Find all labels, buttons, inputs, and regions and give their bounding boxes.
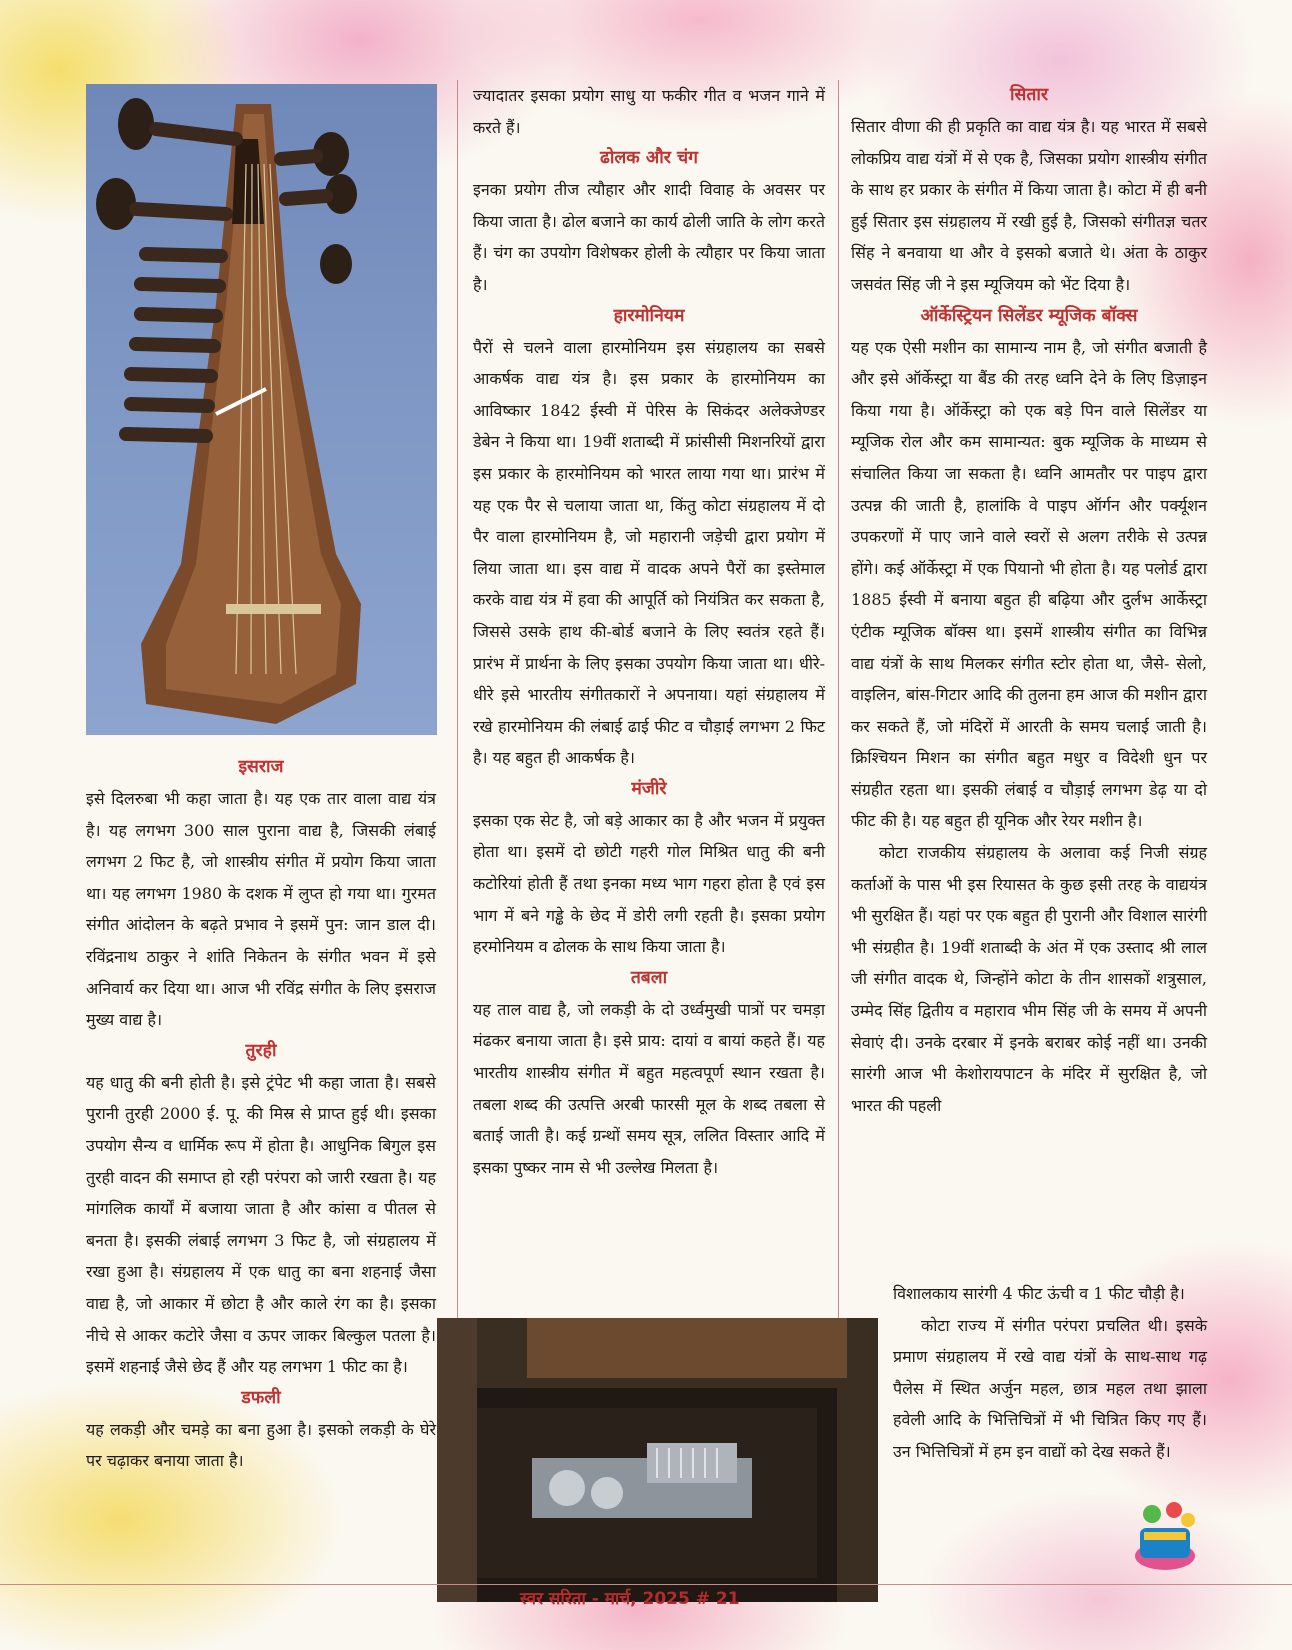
dafli-paragraph: यह लकड़ी और चमड़े का बना हुआ है। इसको लकड़ी के घेरे पर चढ़ाकर बनाया जाता है। (86, 1419, 436, 1471)
orchestrion-paragraph: यह एक ऐसी मशीन का सामान्य नाम है, जो संगीत बजाती है और इसे ऑर्केस्ट्रा या बैंड की तरह ध्वनि देने के लिए डिज़ाइन किया गया है। ऑर्केस्ट्रा को एक बड़े पिन वाले सिलेंडर या म्यूजिक रोल और कम सामान्यत: बुक म्यूजिक के माध्यम से संचालित किया जा सकता है। ध्वनि आमतौर पर पाइप द्वारा उत्पन्न की जाती है, हालांकि वे पाइप ऑर्गन और पर्क्यूशन उपकरणों में पाए जाने वाले स्वरों से अलग तरीके से उत्पन्न होंगे। कई ऑर्केस्ट्रा में एक पियानो भी होता है। यह पलोर्ड द्वारा 1885 ईस्वी में बनाया बहुत ही बढ़िया और दुर्लभ आर्केस्ट्रा एंटीक म्यूजिक बॉक्स था। इसमें शास्त्रीय संगीत का विभिन्न वाद्य यंत्रों के साथ मिलकर संगीत स्टोर होता था, जैसे- सेलो, वाइलिन, बांस-गिटार आदि की तुलना हम आज की मशीन द्वारा कर सकते हैं, जो मंदिरों में आरती के समय चलाई जाती है। क्रिश्चियन मिशन का संगीत बहुत मधुर व विदेशी धुन पर संग्रहीत रहता था। इसकी लंबाई व चौड़ाई लगभग डेढ़ या दो फीट की है। यह बहुत ही यूनिक और रेयर मशीन है। (851, 337, 1207, 831)
column-middle (473, 80, 825, 1183)
holi-colors-icon (1130, 1498, 1200, 1574)
column-right (851, 80, 1207, 1121)
manjire-paragraph: इसका एक सेट है, जो बड़े आकार का है और भजन में प्रयुक्त होता था। इसमें दो छोटी गहरी गोल मिश्रित धातु की बनी कटोरियां होती हैं तथा इनका मध्य भाग गहरा होता है एवं इस भाग में बने गड्ढे के छेद में डोरी लगी रहती है। इसका प्रयोग हरमोनियम व ढोलक के साथ किया जाता है। (473, 810, 825, 957)
kota-paragraph: कोटा राजकीय संग्रहालय के अलावा कई निजी संग्रह कर्ताओं के पास भी इस रियासत के कुछ इसी तरह के वाद्ययंत्र भी सुरक्षित हैं। यहां पर एक बहुत ही पुरानी और विशाल सारंगी भी संग्रहीत है। 19वीं शताब्दी के अंत में एक उस्ताद श्री लाल जी संगीत वादक थे, जिन्होंने कोटा के तीन शासकों शत्रुसाल, उम्मेद सिंह द्वितीय व महाराव भीम सिंह जी के समय में अपनी सेवाएं दी। उनके दरबार में इनके बराबर कोई नहीं था। उनकी सारंगी आज भी केशोरायपाटन के मंदिर में सुरक्षित है, जो भारत की पहली (851, 843, 1207, 1115)
column-divider (838, 80, 839, 1318)
dholak-paragraph: इनका प्रयोग तीज त्यौहार और शादी विवाह के अवसर पर किया जाता है। ढोल बजाने का कार्य ढोली जाति के लोग करते हैं। चंग का उपयोग विशेषकर होली के त्यौहार पर किया जाता है। (473, 180, 825, 294)
turhi-paragraph: यह धातु की बनी होती है। इसे ट्रंपेट भी कहा जाता है। सबसे पुरानी तुरही 2000 ई. पू. की मिस्र से प्राप्त हुई थी। इसका उपयोग सैन्य व धार्मिक रूप में होता है। आधुनिक बिगुल इस तुरही वादन की समाप्त हो रही परंपरा को जारी रखता है। यह मांगलिक कार्यों में बजाया जाता है और कांसा व पीतल से बनता है। इसकी लंबाई लगभग 3 फिट है, जो संग्रहालय में रखा हुआ है। संग्रहालय में एक धातु का बना शहनाई जैसा वाद्य है, जो आकार में छोटा है और काले रंग का है। इसका नीचे से आकर कटोरे जैसा व ऊपर जाकर बिल्कुल पतला है। इसमें शहनाई जैसे छेद हैं और यह लगभग 1 फीट का है। (86, 1072, 436, 1377)
kota-paragraph-continued: विशालकाय सारंगी 4 फीट ऊंची व 1 फीट चौड़ी है। (893, 1284, 1185, 1303)
heading-israj: इसराज (238, 757, 284, 777)
footer-rule (0, 1584, 1292, 1585)
sitar-paragraph: सितार वीणा की ही प्रकृति का वाद्य यंत्र है। यह भारत में सबसे लोकप्रिय वाद्य यंत्रों में से एक है, जिसका प्रयोग शास्त्रीय संगीत के साथ हर प्रकार के संगीत में किया जाता है। कोटा में ही बनी हुई सितार इस संग्रहालय में रखी हुई है, जिसको संगीतज्ञ चतर सिंह ने बनवाया था और वे इसको बजाते थे। अंता के ठाकुर जसवंत सिंह जी ने इस म्यूजियम को भेंट दिया है। (851, 117, 1207, 294)
israj-illustration (86, 84, 437, 735)
intro-paragraph: ज्यादातर इसका प्रयोग साधु या फकीर गीत व भजन गाने में करते हैं। (473, 86, 825, 137)
heading-tabla: तबला (630, 967, 668, 988)
israj-photo (86, 84, 437, 735)
column-left (86, 752, 436, 1477)
heading-orchestrion: ऑर्केस्ट्रियन सिलेंडर म्यूजिक बॉक्स (920, 305, 1138, 326)
heading-dafli: डफली (241, 1387, 281, 1408)
column-right-continued (893, 1278, 1207, 1468)
page-footer (520, 1586, 740, 1609)
heading-dholak: ढोलक और चंग (600, 148, 698, 169)
heading-manjire: मंजीरे (631, 778, 667, 799)
column-divider (457, 80, 458, 1318)
heading-harmonium: हारमोनियम (613, 305, 685, 326)
israj-paragraph: इसे दिलरुबा भी कहा जाता है। यह एक तार वाला वाद्य यंत्र है। यह लगभग 300 साल पुराना वाद्य है, जिसकी लंबाई लगभग 2 फिट है, जो शास्त्रीय संगीत में प्रयोग किया जाता था। यह लगभग 1980 के दशक में लुप्त हो गया था। गुरमत संगीत आंदोलन के बढ़ते प्रभाव ने इसमें पुन: जान डाल दी। रविंद्रनाथ ठाकुर ने शांति निकेतन के संगीत भवन में इसे अनिवार्य कर दिया था। आज भी रविंद्र संगीत के लिए इसराज मुख्य वाद्य है। (86, 789, 436, 1030)
harmonium-paragraph: पैरों से चलने वाला हारमोनियम इस संग्रहालय का सबसे आकर्षक वाद्य यंत्र है। इस प्रकार के हारमोनियम का आविष्कार 1842 ईस्वी में पेरिस के सिकंदर अलेक्जेण्डर डेबेन ने किया था। 19वीं शताब्दी में फ्रांसीसी मिशनरियों द्वारा इस प्रकार के हारमोनियम को भारत लाया गया था। प्रारंभ में यह एक पैर से चलाया जाता था, किंतु कोटा संग्रहालय में दो पैर वाला हारमोनियम है, जो महारानी जड़ेची द्वारा प्रयोग में लिया जाता था। इस वाद्य में वादक अपने पैरों का इस्तेमाल करके वाद्य यंत्र में हवा की आपूर्ति को नियंत्रित कर सकता है, जिससे उसके हाथ की-बोर्ड बजाने के लिए स्वतंत्र रहते हैं। प्रारंभ में प्रार्थना के लिए इसका उपयोग किया जाता था। धीरे-धीरे इसे भारतीय संगीतकारों ने अपनाया। यहां संग्रहालय में रखे हारमोनियम की लंबाई ढाई फीट व चौड़ाई लगभग 2 फिट है। यह बहुत ही आकर्षक है। (473, 337, 825, 768)
music-box-photo (437, 1318, 878, 1602)
heading-turhi: तुरही (245, 1040, 277, 1061)
tradition-paragraph: कोटा राज्य में संगीत परंपरा प्रचलित थी। इसके प्रमाण संग्रहालय में रखे वाद्य यंत्रों के साथ-साथ गढ़ पैलेस में स्थित अर्जुन महल, छात्र महल तथा झाला हवेली आदि के भित्तिचित्रों में भी चित्रित किए गए हैं। उन भित्तिचित्रों में हम इन वाद्यों को देख सकते हैं। (893, 1315, 1207, 1461)
page-number: # 21 (695, 1589, 740, 1609)
heading-sitar: सितार (1009, 85, 1049, 105)
music-box-illustration (437, 1318, 878, 1602)
tabla-paragraph: यह ताल वाद्य है, जो लकड़ी के दो उर्ध्वमुखी पात्रों पर चमड़ा मंढकर बनाया जाता है। इसे प्राय: दायां व बायां कहते हैं। यह भारतीय शास्त्रीय संगीत में बहुत महत्वपूर्ण स्थान रखता है। तबला शब्द की उत्पत्ति अरबी फारसी मूल के शब्द तबला से बताई जाती है। कई ग्रन्थों समय सूत्र, ललित विस्तार आदि में इसका पुष्कर नाम से भी उल्लेख मिलता है। (473, 999, 825, 1177)
magazine-name: स्वर सरिता - मार्च, 2025 (520, 1589, 690, 1609)
